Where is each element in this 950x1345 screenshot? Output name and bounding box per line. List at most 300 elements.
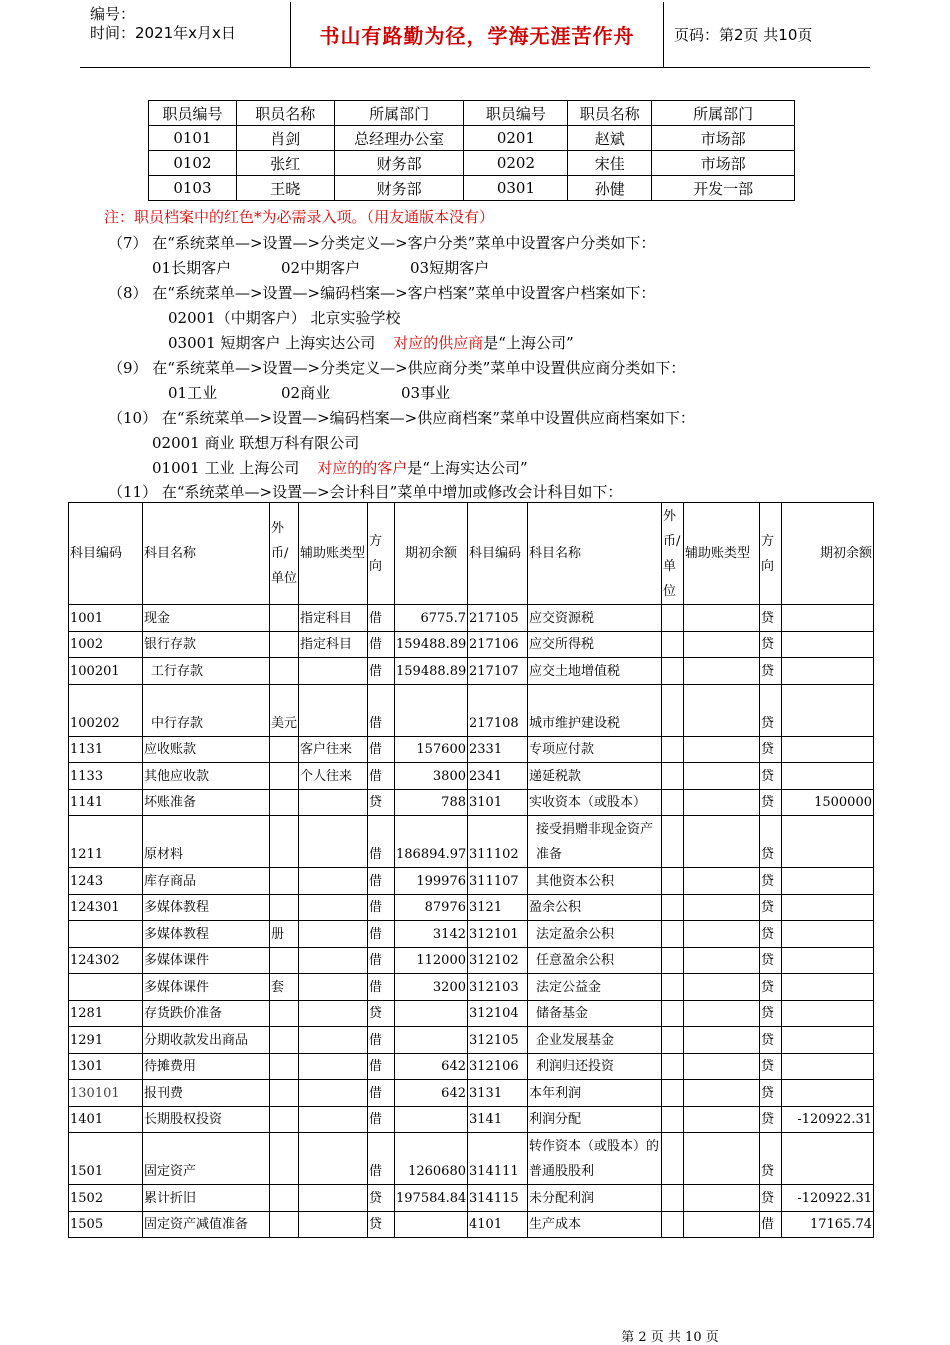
- account-cell: 借: [368, 947, 395, 974]
- account-cell: 217107: [468, 658, 528, 685]
- account-cell: 美元: [270, 684, 299, 736]
- account-cell: 311107: [468, 868, 528, 895]
- step-8-item-2: [168, 332, 574, 353]
- account-cell: [684, 921, 760, 948]
- account-cell: 个人往来: [299, 763, 368, 790]
- account-cell: [270, 1000, 299, 1027]
- account-cell: 递延税款: [528, 763, 662, 790]
- account-cell: 1500000: [782, 789, 874, 816]
- account-cell: 贷: [760, 1053, 782, 1080]
- account-cell: 借: [368, 921, 395, 948]
- account-cell: 固定资产减值准备: [143, 1211, 270, 1238]
- step-7-item-1: 01长期客户: [152, 259, 232, 277]
- account-cell: [299, 658, 368, 685]
- account-cell: 贷: [760, 1106, 782, 1133]
- account-cell: [299, 1053, 368, 1080]
- account-row: [69, 658, 874, 685]
- step-8-item-2-tail: 是“上海公司”: [483, 334, 574, 352]
- account-cell: 87976: [395, 894, 468, 921]
- step-9-item-1: 01工业: [168, 384, 218, 402]
- employee-cell: 0201: [464, 126, 568, 151]
- account-cell: 本年利润: [528, 1080, 662, 1107]
- employee-cell: 0102: [149, 151, 237, 176]
- account-cell: 1301: [69, 1053, 143, 1080]
- step-10-item-2-text: 01001 工业 上海公司: [152, 459, 300, 477]
- account-cell: 贷: [760, 1027, 782, 1054]
- account-row: [69, 605, 874, 632]
- page-footer: [0, 1326, 950, 1345]
- account-cell: 312103: [468, 974, 528, 1001]
- page-header: [80, 2, 870, 68]
- account-cell: 贷: [368, 1211, 395, 1238]
- account-cell: [684, 1133, 760, 1185]
- note-line: 注：职员档案中的红色*为必需录入项。（用友通版本没有）: [104, 208, 495, 226]
- account-cell: 314111: [468, 1133, 528, 1185]
- account-cell: [299, 947, 368, 974]
- account-cell: [684, 1053, 760, 1080]
- account-cell: [299, 921, 368, 948]
- account-cell: 6775.7: [395, 605, 468, 632]
- step-9-item-3: 03事业: [401, 384, 451, 402]
- account-cell: 159488.89: [395, 658, 468, 685]
- account-cell: [299, 684, 368, 736]
- account-cell: 借: [368, 658, 395, 685]
- account-cell: [299, 1027, 368, 1054]
- account-cell: 多媒体课件: [143, 947, 270, 974]
- account-cell: 借: [368, 816, 395, 868]
- account-cell: 3101: [468, 789, 528, 816]
- account-cell: 100202: [69, 684, 143, 736]
- account-cell: [684, 947, 760, 974]
- step-8-item-2-red: 对应的供应商: [393, 334, 484, 352]
- step-7-item-3: 03短期客户: [410, 259, 490, 277]
- employee-row: [149, 126, 795, 151]
- accounts-header-cell: 方向: [368, 503, 395, 605]
- employee-cell: 总经理办公室: [334, 126, 464, 151]
- account-cell: 多媒体课件: [143, 974, 270, 1001]
- account-cell: 贷: [760, 1080, 782, 1107]
- account-cell: [69, 974, 143, 1001]
- accounts-header-cell: 辅助账类型: [299, 503, 368, 605]
- account-cell: 借: [368, 1080, 395, 1107]
- account-cell: [782, 816, 874, 868]
- account-cell: 贷: [760, 1185, 782, 1212]
- step-9: （9） 在“系统菜单—>设置—>分类定义—>供应商分类”菜单中设置供应商分类如下：: [108, 359, 686, 377]
- account-cell: 217106: [468, 631, 528, 658]
- employee-cell: 财务部: [334, 151, 464, 176]
- account-cell: [662, 789, 684, 816]
- account-cell: [395, 1211, 468, 1238]
- account-row: [69, 894, 874, 921]
- account-cell: [395, 1000, 468, 1027]
- account-row: [69, 816, 874, 868]
- account-cell: 贷: [760, 684, 782, 736]
- account-cell: [299, 1211, 368, 1238]
- account-cell: [684, 736, 760, 763]
- account-cell: [299, 789, 368, 816]
- step-10-item-2: [152, 457, 528, 478]
- employee-header-cell: 职员编号: [149, 101, 237, 126]
- account-cell: 100201: [69, 658, 143, 685]
- account-cell: 中行存款: [143, 684, 270, 736]
- account-cell: 1243: [69, 868, 143, 895]
- account-cell: [684, 658, 760, 685]
- step-8-item-1: 02001（中期客户） 北京实验学校: [168, 309, 401, 327]
- account-cell: 借: [368, 894, 395, 921]
- account-cell: 任意盈余公积: [528, 947, 662, 974]
- step-9-item-2: 02商业: [281, 384, 331, 402]
- accounts-header-cell: 科目名称: [143, 503, 270, 605]
- account-cell: 788: [395, 789, 468, 816]
- account-cell: 长期股权投资: [143, 1106, 270, 1133]
- account-cell: 312102: [468, 947, 528, 974]
- account-cell: [299, 1106, 368, 1133]
- account-cell: [782, 763, 874, 790]
- account-cell: [662, 1027, 684, 1054]
- account-cell: 贷: [760, 789, 782, 816]
- account-cell: 专项应付款: [528, 736, 662, 763]
- step-11: （11） 在“系统菜单—>设置—>会计科目”菜单中增加或修改会计科目如下：: [108, 483, 623, 501]
- account-cell: 册: [270, 921, 299, 948]
- account-cell: [662, 894, 684, 921]
- account-cell: 1291: [69, 1027, 143, 1054]
- account-cell: 217105: [468, 605, 528, 632]
- accounts-header-cell: 期初余额: [395, 503, 468, 605]
- accounts-header-row: [69, 503, 874, 605]
- employee-cell: 财务部: [334, 176, 464, 201]
- account-cell: [299, 1133, 368, 1185]
- account-cell: [662, 658, 684, 685]
- account-row: [69, 1027, 874, 1054]
- account-cell: 企业发展基金: [528, 1027, 662, 1054]
- employee-cell: 肖剑: [236, 126, 334, 151]
- account-cell: 借: [368, 684, 395, 736]
- account-row: [69, 1133, 874, 1185]
- account-cell: [299, 816, 368, 868]
- account-cell: 盈余公积: [528, 894, 662, 921]
- account-row: [69, 947, 874, 974]
- account-cell: 1502: [69, 1185, 143, 1212]
- account-cell: 工行存款: [143, 658, 270, 685]
- account-cell: [782, 1000, 874, 1027]
- account-cell: [270, 868, 299, 895]
- employee-header-row: [149, 101, 795, 126]
- account-cell: [684, 974, 760, 1001]
- account-cell: 客户往来: [299, 736, 368, 763]
- account-cell: 储备基金: [528, 1000, 662, 1027]
- account-cell: 1501: [69, 1133, 143, 1185]
- step-7: （7） 在“系统菜单—>设置—>分类定义—>客户分类”菜单中设置客户分类如下：: [108, 234, 656, 252]
- account-cell: 分期收款发出商品: [143, 1027, 270, 1054]
- account-row: [69, 1080, 874, 1107]
- account-cell: 生产成本: [528, 1211, 662, 1238]
- account-cell: [684, 894, 760, 921]
- step-10-item-1: 02001 商业 联想万科有限公司: [152, 434, 360, 452]
- account-row: [69, 684, 874, 736]
- account-cell: 186894.97: [395, 816, 468, 868]
- employee-cell: 开发一部: [652, 176, 795, 201]
- header-meta: [80, 2, 291, 68]
- account-cell: 2331: [468, 736, 528, 763]
- account-cell: [662, 868, 684, 895]
- account-cell: 存货跌价准备: [143, 1000, 270, 1027]
- account-row: [69, 736, 874, 763]
- account-cell: [270, 894, 299, 921]
- account-cell: [270, 789, 299, 816]
- account-cell: [270, 1027, 299, 1054]
- account-cell: 借: [368, 605, 395, 632]
- account-cell: 应收账款: [143, 736, 270, 763]
- employee-header-cell: 职员名称: [568, 101, 652, 126]
- step-7-item-2: 02中期客户: [281, 259, 361, 277]
- account-cell: [782, 658, 874, 685]
- number-label: 编号：: [90, 5, 136, 23]
- account-cell: [662, 1185, 684, 1212]
- account-cell: 借: [368, 736, 395, 763]
- account-cell: 130101: [69, 1080, 143, 1107]
- employee-header-cell: 所属部门: [652, 101, 795, 126]
- account-cell: 贷: [760, 816, 782, 868]
- account-cell: 实收资本（或股本）: [528, 789, 662, 816]
- account-cell: 借: [368, 1133, 395, 1185]
- account-cell: [270, 658, 299, 685]
- account-cell: 312106: [468, 1053, 528, 1080]
- account-cell: 1131: [69, 736, 143, 763]
- account-cell: 3200: [395, 974, 468, 1001]
- page-info: 页码：第2页 共10页: [664, 2, 871, 68]
- account-cell: 312105: [468, 1027, 528, 1054]
- account-cell: 197584.84: [395, 1185, 468, 1212]
- account-row: [69, 763, 874, 790]
- account-cell: [270, 1080, 299, 1107]
- account-cell: 1001: [69, 605, 143, 632]
- account-cell: 1260680: [395, 1133, 468, 1185]
- account-cell: [395, 1027, 468, 1054]
- account-cell: [684, 1080, 760, 1107]
- account-cell: 借: [368, 1053, 395, 1080]
- account-cell: 应交土地增值税: [528, 658, 662, 685]
- account-cell: 3131: [468, 1080, 528, 1107]
- account-cell: [782, 1027, 874, 1054]
- employee-cell: 市场部: [652, 151, 795, 176]
- account-cell: 坏账准备: [143, 789, 270, 816]
- account-cell: [662, 816, 684, 868]
- account-row: [69, 921, 874, 948]
- account-cell: 3121: [468, 894, 528, 921]
- account-cell: 银行存款: [143, 631, 270, 658]
- account-cell: -120922.31: [782, 1106, 874, 1133]
- account-cell: 借: [368, 1027, 395, 1054]
- account-cell: [662, 631, 684, 658]
- accounts-header-cell: 方向: [760, 503, 782, 605]
- account-cell: [662, 1000, 684, 1027]
- account-row: [69, 1000, 874, 1027]
- accounts-header-cell: 科目编码: [69, 503, 143, 605]
- step-8: （8） 在“系统菜单—>设置—>编码档案—>客户档案”菜单中设置客户档案如下：: [108, 284, 656, 302]
- step-10-item-2-tail: 是“上海实达公司”: [407, 459, 528, 477]
- account-cell: 利润分配: [528, 1106, 662, 1133]
- account-cell: [662, 947, 684, 974]
- account-cell: [662, 974, 684, 1001]
- account-cell: [662, 1106, 684, 1133]
- account-cell: 贷: [760, 947, 782, 974]
- account-cell: [782, 605, 874, 632]
- account-cell: [782, 1080, 874, 1107]
- accounts-header-cell: 外币/单位: [662, 503, 684, 605]
- account-cell: [782, 974, 874, 1001]
- account-cell: [782, 894, 874, 921]
- account-cell: 642: [395, 1080, 468, 1107]
- employee-cell: 赵斌: [568, 126, 652, 151]
- account-cell: 124302: [69, 947, 143, 974]
- account-cell: [270, 816, 299, 868]
- account-row: [69, 631, 874, 658]
- account-row: [69, 1211, 874, 1238]
- account-cell: [662, 921, 684, 948]
- account-cell: [684, 1211, 760, 1238]
- account-cell: [299, 974, 368, 1001]
- account-cell: 多媒体教程: [143, 894, 270, 921]
- account-row: [69, 974, 874, 1001]
- step-8-item-2-text: 03001 短期客户 上海实达公司: [168, 334, 376, 352]
- account-cell: [299, 1080, 368, 1107]
- account-cell: [684, 605, 760, 632]
- time-label: 时间：2021年x月x日: [90, 24, 236, 42]
- account-cell: [782, 1133, 874, 1185]
- account-cell: 库存商品: [143, 868, 270, 895]
- account-cell: [662, 1133, 684, 1185]
- account-cell: 贷: [368, 1185, 395, 1212]
- account-cell: [299, 1000, 368, 1027]
- account-cell: [782, 631, 874, 658]
- account-cell: 待摊费用: [143, 1053, 270, 1080]
- account-row: [69, 1106, 874, 1133]
- account-cell: [662, 684, 684, 736]
- account-cell: 贷: [760, 1133, 782, 1185]
- account-cell: 159488.89: [395, 631, 468, 658]
- account-cell: [270, 1133, 299, 1185]
- account-cell: 217108: [468, 684, 528, 736]
- accounts-header-cell: 科目名称: [528, 503, 662, 605]
- account-cell: [684, 684, 760, 736]
- account-cell: 贷: [760, 605, 782, 632]
- account-cell: 3141: [468, 1106, 528, 1133]
- account-cell: 2341: [468, 763, 528, 790]
- account-cell: [270, 1185, 299, 1212]
- account-cell: 3142: [395, 921, 468, 948]
- accounts-header-cell: 辅助账类型: [684, 503, 760, 605]
- account-cell: [684, 631, 760, 658]
- account-cell: 1401: [69, 1106, 143, 1133]
- account-cell: 311102: [468, 816, 528, 868]
- employee-header-cell: 所属部门: [334, 101, 464, 126]
- account-cell: 贷: [760, 658, 782, 685]
- employee-cell: 孙健: [568, 176, 652, 201]
- employee-header-cell: 职员名称: [236, 101, 334, 126]
- account-row: [69, 1185, 874, 1212]
- account-cell: 转作资本（或股本）的普通股股利: [528, 1133, 662, 1185]
- account-cell: 多媒体教程: [143, 921, 270, 948]
- account-cell: [782, 736, 874, 763]
- account-cell: [299, 868, 368, 895]
- employee-cell: 0301: [464, 176, 568, 201]
- employee-cell: 市场部: [652, 126, 795, 151]
- account-cell: 贷: [368, 1000, 395, 1027]
- accounts-header-cell: 期初余额: [782, 503, 874, 605]
- account-cell: [782, 947, 874, 974]
- account-cell: [270, 947, 299, 974]
- account-cell: [270, 1106, 299, 1133]
- account-cell: -120922.31: [782, 1185, 874, 1212]
- account-cell: 贷: [760, 1000, 782, 1027]
- account-cell: 城市维护建设税: [528, 684, 662, 736]
- account-cell: 固定资产: [143, 1133, 270, 1185]
- account-cell: 贷: [760, 631, 782, 658]
- account-cell: [684, 789, 760, 816]
- account-cell: 法定公益金: [528, 974, 662, 1001]
- account-cell: [395, 684, 468, 736]
- account-cell: 124301: [69, 894, 143, 921]
- account-cell: 指定科目: [299, 605, 368, 632]
- account-cell: 原材料: [143, 816, 270, 868]
- employee-cell: 张红: [236, 151, 334, 176]
- employee-header-cell: 职员编号: [464, 101, 568, 126]
- employee-cell: 0101: [149, 126, 237, 151]
- accounts-table: [68, 502, 874, 1238]
- account-cell: [69, 921, 143, 948]
- employee-cell: 宋佳: [568, 151, 652, 176]
- account-cell: 4101: [468, 1211, 528, 1238]
- account-row: [69, 789, 874, 816]
- step-10: （10） 在“系统菜单—>设置—>编码档案—>供应商档案”菜单中设置供应商档案如下：: [108, 409, 695, 427]
- account-row: [69, 1053, 874, 1080]
- account-cell: 3800: [395, 763, 468, 790]
- account-cell: 借: [368, 631, 395, 658]
- accounts-header-cell: 外币/单位: [270, 503, 299, 605]
- account-cell: 贷: [760, 974, 782, 1001]
- account-cell: [270, 605, 299, 632]
- account-cell: 贷: [368, 789, 395, 816]
- account-cell: 312104: [468, 1000, 528, 1027]
- account-cell: [782, 921, 874, 948]
- account-cell: 借: [368, 974, 395, 1001]
- account-cell: 17165.74: [782, 1211, 874, 1238]
- employee-cell: 0202: [464, 151, 568, 176]
- account-row: [69, 868, 874, 895]
- account-cell: 1133: [69, 763, 143, 790]
- account-cell: 利润归还投资: [528, 1053, 662, 1080]
- account-cell: [782, 684, 874, 736]
- account-cell: 1505: [69, 1211, 143, 1238]
- account-cell: 借: [760, 1211, 782, 1238]
- account-cell: [662, 1080, 684, 1107]
- employee-row: [149, 151, 795, 176]
- account-cell: 1211: [69, 816, 143, 868]
- motto: 书山有路勤为径，学海无涯苦作舟: [291, 2, 664, 68]
- account-cell: 应交所得税: [528, 631, 662, 658]
- account-cell: 1141: [69, 789, 143, 816]
- account-cell: 199976: [395, 868, 468, 895]
- account-cell: 借: [368, 763, 395, 790]
- account-cell: 累计折旧: [143, 1185, 270, 1212]
- account-cell: 现金: [143, 605, 270, 632]
- account-cell: [684, 1106, 760, 1133]
- account-cell: 157600: [395, 736, 468, 763]
- account-cell: [782, 868, 874, 895]
- account-cell: 报刊费: [143, 1080, 270, 1107]
- step-10-item-2-red: 对应的的客户: [317, 459, 408, 477]
- account-cell: [270, 736, 299, 763]
